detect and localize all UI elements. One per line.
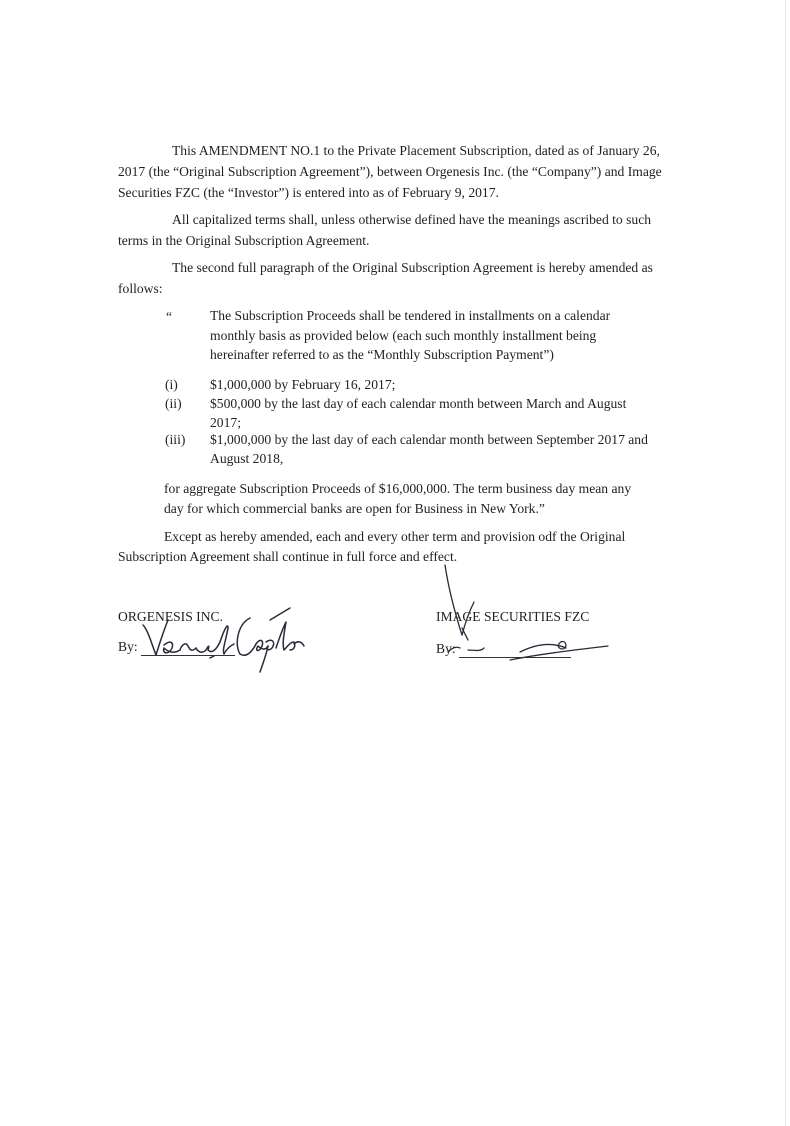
investor-signature-icon — [440, 560, 620, 665]
installment-number: (i) — [165, 377, 178, 392]
amendment-paragraph: The second full paragraph of the Original Subscription Agreement is hereby amended as follows: — [118, 260, 653, 296]
quoted-text: The Subscription Proceeds shall be tendered in installments on a calendar monthly basis as provided below (each such monthly installment being hereinafter referred to as the “Monthly Subscription Payment”) — [210, 308, 611, 362]
installment-text: $1,000,000 by the last day of each calendar month between September 2017 and August 2018, — [210, 432, 648, 466]
company-name: ORGENESIS INC. — [118, 609, 223, 624]
investor-by-label: By: — [436, 641, 456, 656]
installment-text: $1,000,000 by February 16, 2017; — [210, 377, 396, 392]
company-by-label: By: — [118, 639, 138, 654]
aggregate-paragraph: for aggregate Subscription Proceeds of $16,000,000. The term business day mean any day for which commercial banks are open for Business in New York.” — [164, 481, 632, 516]
intro-paragraph: This AMENDMENT NO.1 to the Private Placement Subscription, dated as of January 26, 2017 (the “Original Subscription Agreement”), between Orgenesis Inc. (the “Company”) and Image Securities FZC (the “Investor”) is entered into as of February 9, 2017. — [118, 143, 662, 200]
investor-name: IMAGE SECURITIES FZC — [436, 609, 590, 624]
installment-number: (ii) — [165, 396, 182, 411]
opening-quote-mark: “ — [166, 309, 173, 324]
closing-paragraph: Except as hereby amended, each and every other term and provision odf the Original Subscription Agreement shall continue in full force and effect. — [118, 529, 626, 564]
scan-edge-line — [785, 0, 786, 1126]
definitions-paragraph: All capitalized terms shall, unless otherwise defined have the meanings ascribed to such terms in the Original Subscription Agreement. — [118, 212, 652, 248]
installment-number: (iii) — [165, 432, 186, 447]
company-signature-icon — [138, 600, 308, 675]
installment-text: $500,000 by the last day of each calendar month between March and August 2017; — [210, 396, 627, 430]
